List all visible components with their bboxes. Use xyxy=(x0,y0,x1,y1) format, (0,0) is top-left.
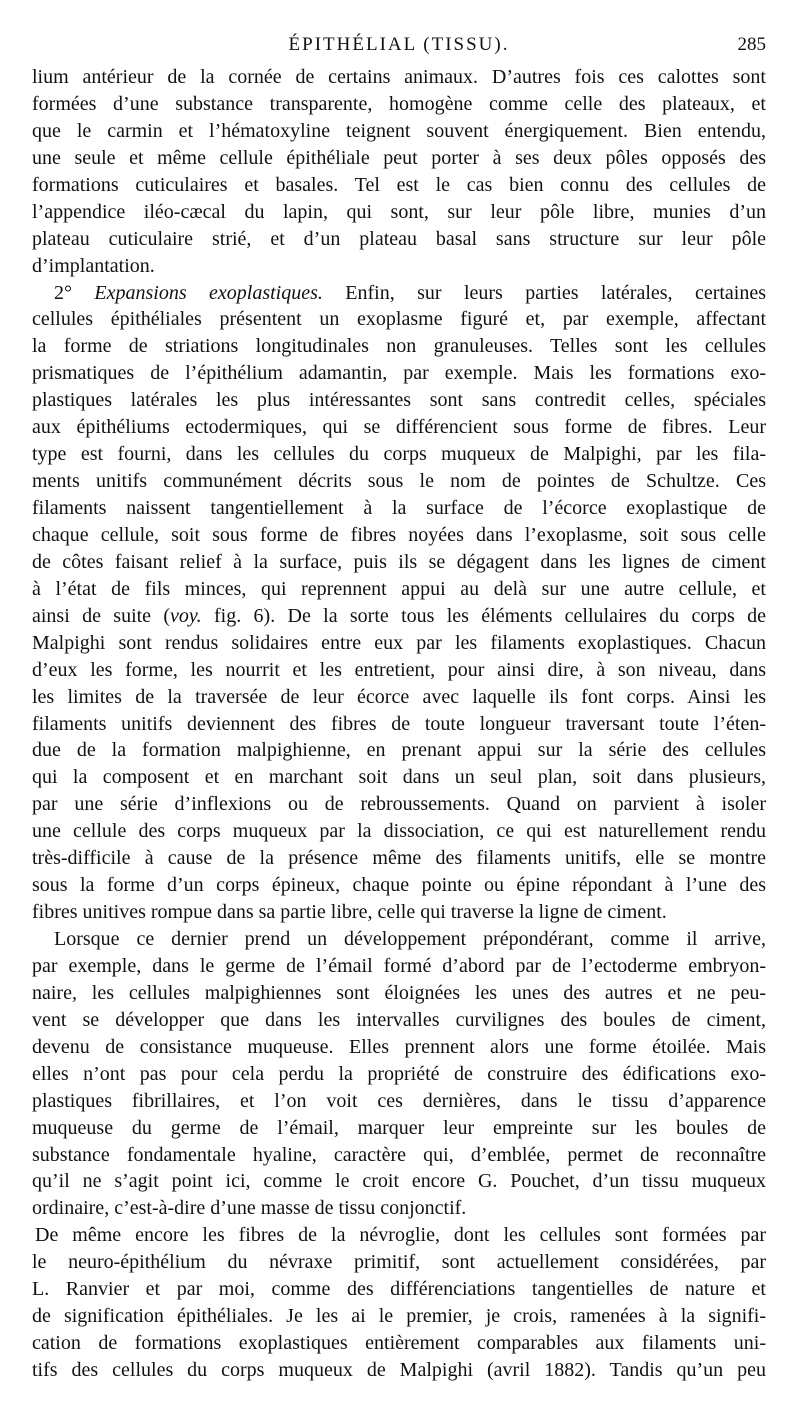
italic-segment: voy. xyxy=(170,604,202,627)
text-segment: 2° xyxy=(54,281,95,304)
text-line xyxy=(32,280,766,307)
text-line: aux épithéliums ectodermiques, qui se différencient sous forme de fibres. Leur xyxy=(32,416,766,439)
text-line: prismatiques de l’épithélium adamantin, par exemple. Mais les formations exo- xyxy=(32,362,766,385)
text-line: De même encore les fibres de la névroglie, dont les cellules sont formées par xyxy=(35,1224,766,1247)
text-segment: fig. 6). De la sorte tous les éléments cellulaires du corps de xyxy=(201,604,766,627)
text-segment: Enfin, sur leurs parties latérales, certaines xyxy=(322,281,766,304)
italic-segment: Expansions exoplastiques. xyxy=(94,281,323,304)
text-line: substance fondamentale hyaline, caractère qui, d’emblée, permet de reconnaître xyxy=(32,1143,766,1166)
text-line: Lorsque ce dernier prend un développement prépondérant, comme il arrive, xyxy=(54,928,766,950)
text-line: naire, les cellules malpighiennes sont éloignées les unes des autres et ne peu- xyxy=(32,981,766,1004)
text-line: de côtes faisant relief à la surface, puis ils se dégagent dans les lignes de ciment xyxy=(32,550,766,573)
text-line: formations cuticulaires et basales. Tel est le cas bien connu des cellules de xyxy=(32,173,766,196)
text-line: lium antérieur de la cornée de certains animaux. D’autres fois ces calottes sont xyxy=(32,66,766,88)
text-line: devenu de consistance muqueuse. Elles prennent alors une forme étoilée. Mais xyxy=(32,1035,766,1058)
text-line: ments unitifs communément décrits sous le nom de pointes de Schultze. Ces xyxy=(32,470,766,493)
text-line: par une série d’inflexions ou de rebroussements. Quand on parvient à isoler xyxy=(32,793,766,816)
text-line: filaments naissent tangentiellement à la surface de l’écorce exoplastique de xyxy=(32,497,766,519)
text-line xyxy=(32,603,766,630)
text-line: qu’il ne s’agit point ici, comme le croit encore G. Pouchet, d’un tissu muqueux xyxy=(32,1170,766,1193)
text-line: le neuro-épithélium du névraxe primitif, sont actuellement considérées, par xyxy=(32,1251,766,1274)
text-line: fibres unitives rompue dans sa partie libre, celle qui traverse la ligne de ciment. xyxy=(32,901,667,924)
text-line: à l’état de fils minces, qui reprennent appui au delà sur une autre cellule, et xyxy=(32,577,766,600)
text-line: cellules épithéliales présentent un exoplasme figuré et, par exemple, affectant xyxy=(32,308,766,331)
text-line: une seule et même cellule épithéliale peut porter à ses deux pôles opposés des xyxy=(32,146,766,169)
text-line: d’eux les forme, les nourrit et les entretient, pour ainsi dire, à son niveau, dans xyxy=(32,658,766,681)
text-line: type est fourni, dans les cellules du corps muqueux de Malpighi, par les fila- xyxy=(32,443,766,466)
text-line: muqueuse du germe de l’émail, marquer leur empreinte sur les boules de xyxy=(32,1116,766,1139)
text-line: sous la forme d’un corps épineux, chaque pointe ou épine répondant à l’une des xyxy=(32,874,766,897)
body-text xyxy=(32,64,766,1384)
text-line: plastiques fibrillaires, et l’on voit ces dernières, dans le tissu d’apparence xyxy=(32,1089,766,1112)
text-line: plateau cuticulaire strié, et d’un plateau basal sans structure sur leur pôle xyxy=(32,227,766,250)
text-line: cation de formations exoplastiques entièrement comparables aux filaments uni- xyxy=(32,1332,766,1355)
text-line: L. Ranvier et par moi, comme des différenciations tangentielles de nature et xyxy=(32,1278,766,1301)
text-line: qui la composent et en marchant soit dans un seul plan, soit dans plusieurs, xyxy=(32,766,766,789)
text-line: tifs des cellules du corps muqueux de Malpighi (avril 1882). Tandis qu’un peu xyxy=(32,1359,766,1381)
text-line: formées d’une substance transparente, homogène comme celle des plateaux, et xyxy=(32,92,766,115)
text-line: due de la formation malpighienne, en prenant appui sur la série des cellules xyxy=(32,739,766,762)
text-line: la forme de striations longitudinales non granuleuses. Telles sont les cellules xyxy=(32,335,766,358)
text-line: d’implantation. xyxy=(32,254,155,277)
text-line: filaments unitifs deviennent des fibres de toute longueur traversant toute l’éten- xyxy=(32,712,766,735)
page-header xyxy=(32,30,766,60)
text-line: elles n’ont pas pour cela perdu la propriété de construire des édifications exo- xyxy=(32,1062,766,1085)
text-line: de signification épithéliales. Je les ai le premier, je crois, ramenées à la signifi- xyxy=(32,1305,766,1328)
text-line: vent se développer que dans les intervalles curvilignes des boules de ciment, xyxy=(32,1008,766,1031)
text-line: ordinaire, c’est-à-dire d’une masse de tissu conjonctif. xyxy=(32,1197,467,1220)
text-segment: ainsi de suite ( xyxy=(32,604,171,627)
text-line: que le carmin et l’hématoxyline teignent souvent énergiquement. Bien entendu, xyxy=(32,119,766,142)
text-line: une cellule des corps muqueux par la dissociation, ce qui est naturellement rendu xyxy=(32,820,766,843)
text-line: les limites de la traversée de leur écorce avec laquelle ils font corps. Ainsi les xyxy=(32,685,766,708)
running-title: ÉPITHÉLIAL (TISSU). xyxy=(288,34,510,55)
text-line: l’appendice iléo-cæcal du lapin, qui sont, sur leur pôle libre, munies d’un xyxy=(32,200,766,223)
page-number: 285 xyxy=(737,34,766,55)
text-line: très-difficile à cause de la présence même des filaments unitifs, elle se montre xyxy=(32,847,766,870)
text-line: par exemple, dans le germe de l’émail formé d’abord par de l’ectoderme embryon- xyxy=(32,954,766,977)
text-line: chaque cellule, soit sous forme de fibres noyées dans l’exoplasme, soit sous celle xyxy=(32,523,766,546)
text-line: Malpighi sont rendus solidaires entre eux par les filaments exoplastiques. Chacun xyxy=(32,631,766,654)
text-line: plastiques latérales les plus intéressantes sont sans contredit celles, spéciales xyxy=(32,389,766,412)
